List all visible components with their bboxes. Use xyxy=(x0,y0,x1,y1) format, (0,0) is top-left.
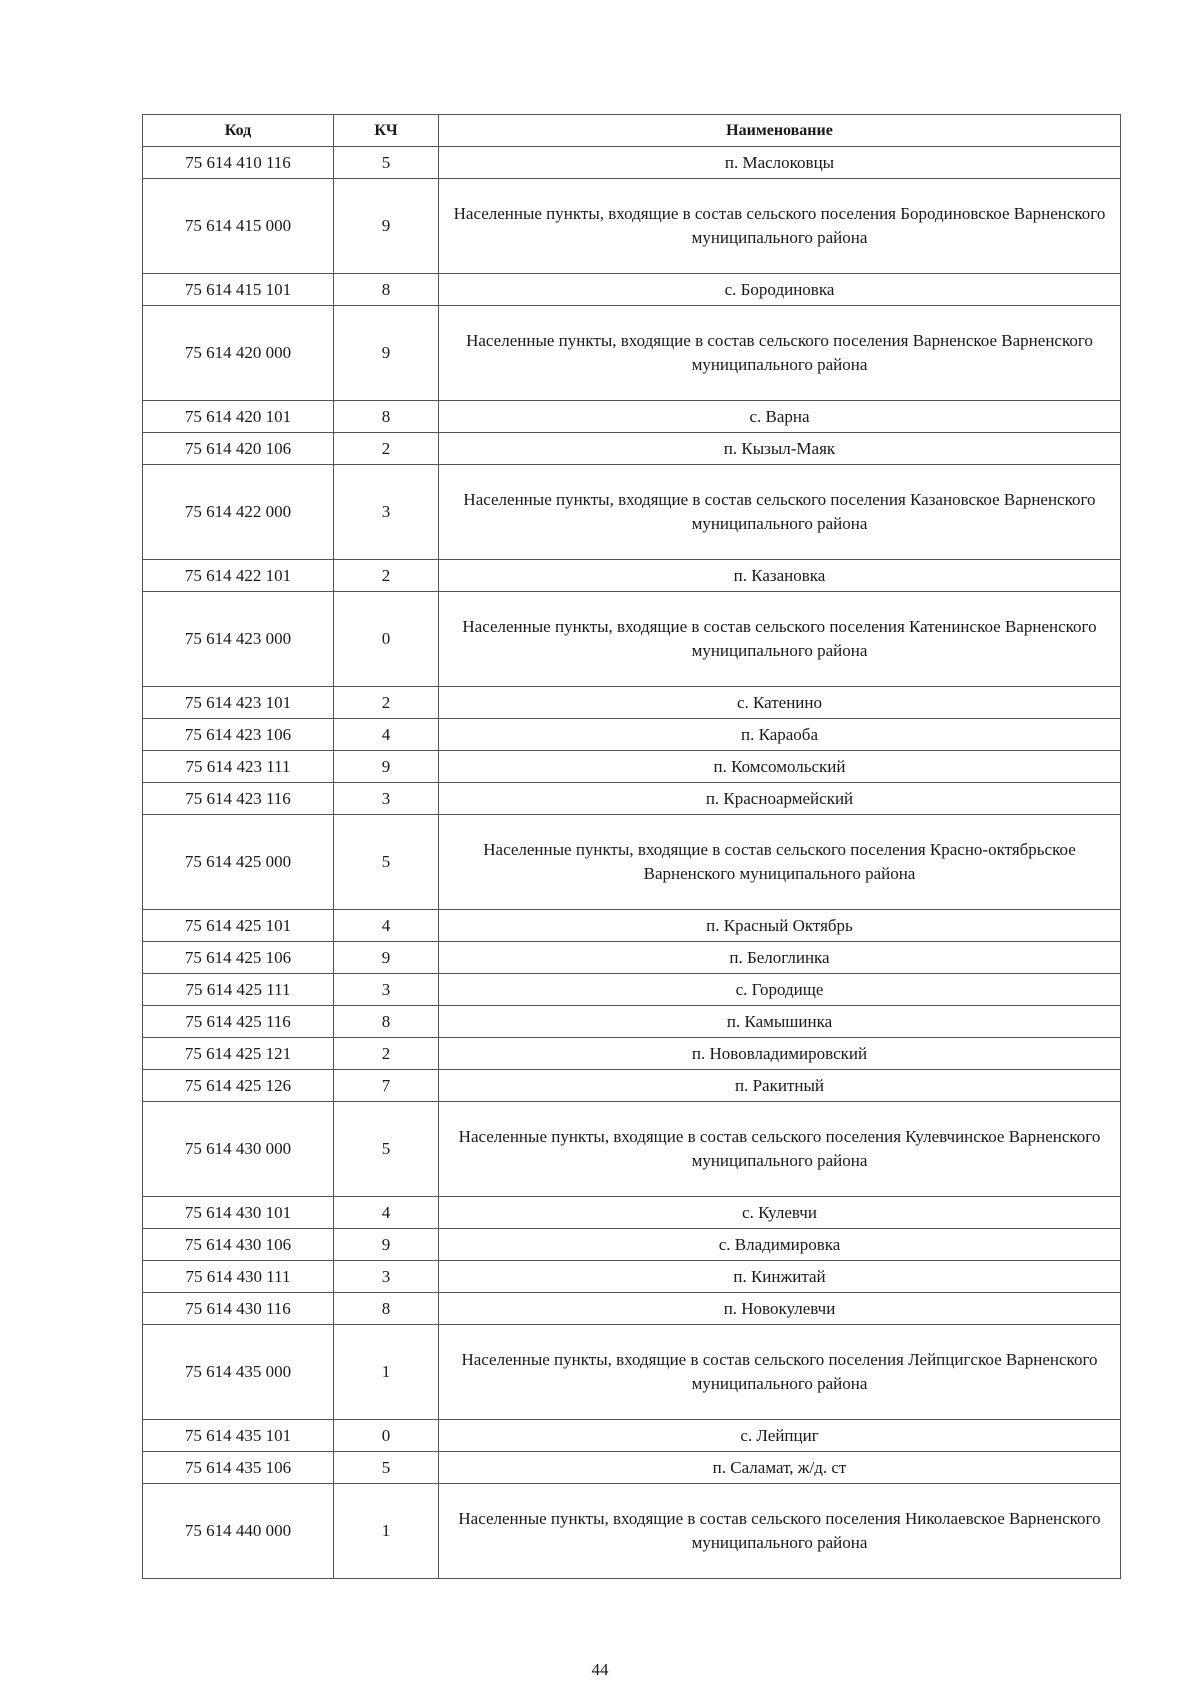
table-row xyxy=(143,179,1121,274)
code-cell: 75 614 425 116 xyxy=(143,1006,334,1038)
table-row xyxy=(143,910,1121,942)
kch-cell: 4 xyxy=(334,719,439,751)
kch-cell: 4 xyxy=(334,1197,439,1229)
table-row xyxy=(143,1102,1121,1197)
table-row xyxy=(143,147,1121,179)
name-cell: Населенные пункты, входящие в состав сельского поселения Катенинское Варненского муниципального района xyxy=(439,592,1121,687)
kch-cell: 3 xyxy=(334,783,439,815)
code-cell: 75 614 422 000 xyxy=(143,465,334,560)
code-cell: 75 614 430 101 xyxy=(143,1197,334,1229)
kch-cell: 1 xyxy=(334,1325,439,1420)
code-cell: 75 614 410 116 xyxy=(143,147,334,179)
name-cell: Населенные пункты, входящие в состав сельского поселения Красно-октябрьское Варненского муниципального района xyxy=(439,815,1121,910)
table-row xyxy=(143,1006,1121,1038)
code-cell: 75 614 430 116 xyxy=(143,1293,334,1325)
name-cell: с. Варна xyxy=(439,401,1121,433)
name-cell: с. Кулевчи xyxy=(439,1197,1121,1229)
name-cell: п. Саламат, ж/д. ст xyxy=(439,1452,1121,1484)
name-cell: п. Белоглинка xyxy=(439,942,1121,974)
code-cell: 75 614 425 121 xyxy=(143,1038,334,1070)
classifier-table xyxy=(142,114,1121,1579)
table-row xyxy=(143,1420,1121,1452)
code-cell: 75 614 430 106 xyxy=(143,1229,334,1261)
name-cell: п. Караоба xyxy=(439,719,1121,751)
code-cell: 75 614 425 126 xyxy=(143,1070,334,1102)
name-cell: п. Камышинка xyxy=(439,1006,1121,1038)
table-body xyxy=(143,147,1121,1579)
table-row xyxy=(143,1293,1121,1325)
code-cell: 75 614 430 000 xyxy=(143,1102,334,1197)
name-cell: п. Комсомольский xyxy=(439,751,1121,783)
name-cell: Населенные пункты, входящие в состав сельского поселения Лейпцигское Варненского муниципального района xyxy=(439,1325,1121,1420)
kch-cell: 1 xyxy=(334,1484,439,1579)
kch-cell: 9 xyxy=(334,1229,439,1261)
page-number: 44 xyxy=(591,1660,609,1679)
name-cell: с. Катенино xyxy=(439,687,1121,719)
name-cell: п. Маслоковцы xyxy=(439,147,1121,179)
code-cell: 75 614 425 000 xyxy=(143,815,334,910)
code-cell: 75 614 440 000 xyxy=(143,1484,334,1579)
table-row xyxy=(143,942,1121,974)
table-row xyxy=(143,1325,1121,1420)
table-row xyxy=(143,974,1121,1006)
table-row xyxy=(143,560,1121,592)
table-row xyxy=(143,751,1121,783)
name-cell: п. Казановка xyxy=(439,560,1121,592)
name-cell: с. Городище xyxy=(439,974,1121,1006)
code-cell: 75 614 423 106 xyxy=(143,719,334,751)
kch-cell: 9 xyxy=(334,179,439,274)
name-cell: Населенные пункты, входящие в состав сельского поселения Казановское Варненского муниципального района xyxy=(439,465,1121,560)
name-cell: п. Ракитный xyxy=(439,1070,1121,1102)
code-cell: 75 614 423 111 xyxy=(143,751,334,783)
table-row xyxy=(143,783,1121,815)
kch-cell: 3 xyxy=(334,465,439,560)
code-cell: 75 614 420 106 xyxy=(143,433,334,465)
kch-cell: 9 xyxy=(334,306,439,401)
name-cell: Населенные пункты, входящие в состав сельского поселения Варненское Варненского муниципального района xyxy=(439,306,1121,401)
table-row xyxy=(143,433,1121,465)
kch-cell: 9 xyxy=(334,751,439,783)
kch-cell: 8 xyxy=(334,1006,439,1038)
code-cell: 75 614 422 101 xyxy=(143,560,334,592)
kch-cell: 9 xyxy=(334,942,439,974)
code-cell: 75 614 420 101 xyxy=(143,401,334,433)
table-row xyxy=(143,1229,1121,1261)
kch-cell: 2 xyxy=(334,1038,439,1070)
header-code: Код xyxy=(143,115,334,147)
code-cell: 75 614 435 101 xyxy=(143,1420,334,1452)
kch-cell: 5 xyxy=(334,815,439,910)
header-name: Наименование xyxy=(439,115,1121,147)
name-cell: Населенные пункты, входящие в состав сельского поселения Николаевское Варненского муниципального района xyxy=(439,1484,1121,1579)
kch-cell: 5 xyxy=(334,1452,439,1484)
kch-cell: 7 xyxy=(334,1070,439,1102)
table-row xyxy=(143,1038,1121,1070)
code-cell: 75 614 425 106 xyxy=(143,942,334,974)
table-row xyxy=(143,1452,1121,1484)
table-row xyxy=(143,1197,1121,1229)
name-cell: п. Новокулевчи xyxy=(439,1293,1121,1325)
name-cell: Населенные пункты, входящие в состав сельского поселения Бородиновское Варненского муниципального района xyxy=(439,179,1121,274)
kch-cell: 8 xyxy=(334,274,439,306)
table-row xyxy=(143,815,1121,910)
kch-cell: 2 xyxy=(334,687,439,719)
name-cell: с. Лейпциг xyxy=(439,1420,1121,1452)
code-cell: 75 614 425 101 xyxy=(143,910,334,942)
table-row xyxy=(143,592,1121,687)
kch-cell: 0 xyxy=(334,1420,439,1452)
code-cell: 75 614 423 101 xyxy=(143,687,334,719)
header-row xyxy=(143,115,1121,147)
name-cell: п. Красноармейский xyxy=(439,783,1121,815)
kch-cell: 3 xyxy=(334,1261,439,1293)
name-cell: п. Красный Октябрь xyxy=(439,910,1121,942)
table-row xyxy=(143,465,1121,560)
kch-cell: 5 xyxy=(334,1102,439,1197)
code-cell: 75 614 423 116 xyxy=(143,783,334,815)
name-cell: п. Нововладимировский xyxy=(439,1038,1121,1070)
kch-cell: 8 xyxy=(334,1293,439,1325)
kch-cell: 2 xyxy=(334,560,439,592)
name-cell: с. Бородиновка xyxy=(439,274,1121,306)
kch-cell: 4 xyxy=(334,910,439,942)
code-cell: 75 614 415 000 xyxy=(143,179,334,274)
table-row xyxy=(143,306,1121,401)
code-cell: 75 614 435 106 xyxy=(143,1452,334,1484)
table-row xyxy=(143,687,1121,719)
kch-cell: 8 xyxy=(334,401,439,433)
table-row xyxy=(143,1484,1121,1579)
code-cell: 75 614 420 000 xyxy=(143,306,334,401)
name-cell: с. Владимировка xyxy=(439,1229,1121,1261)
kch-cell: 2 xyxy=(334,433,439,465)
header-kch: КЧ xyxy=(334,115,439,147)
kch-cell: 0 xyxy=(334,592,439,687)
code-cell: 75 614 423 000 xyxy=(143,592,334,687)
code-cell: 75 614 425 111 xyxy=(143,974,334,1006)
kch-cell: 5 xyxy=(334,147,439,179)
table-row xyxy=(143,719,1121,751)
table-row xyxy=(143,1261,1121,1293)
name-cell: Населенные пункты, входящие в состав сельского поселения Кулевчинское Варненского муниципального района xyxy=(439,1102,1121,1197)
kch-cell: 3 xyxy=(334,974,439,1006)
table-row xyxy=(143,401,1121,433)
table-row xyxy=(143,274,1121,306)
table-row xyxy=(143,1070,1121,1102)
code-cell: 75 614 435 000 xyxy=(143,1325,334,1420)
name-cell: п. Кинжитай xyxy=(439,1261,1121,1293)
name-cell: п. Кызыл-Маяк xyxy=(439,433,1121,465)
code-cell: 75 614 430 111 xyxy=(143,1261,334,1293)
code-cell: 75 614 415 101 xyxy=(143,274,334,306)
